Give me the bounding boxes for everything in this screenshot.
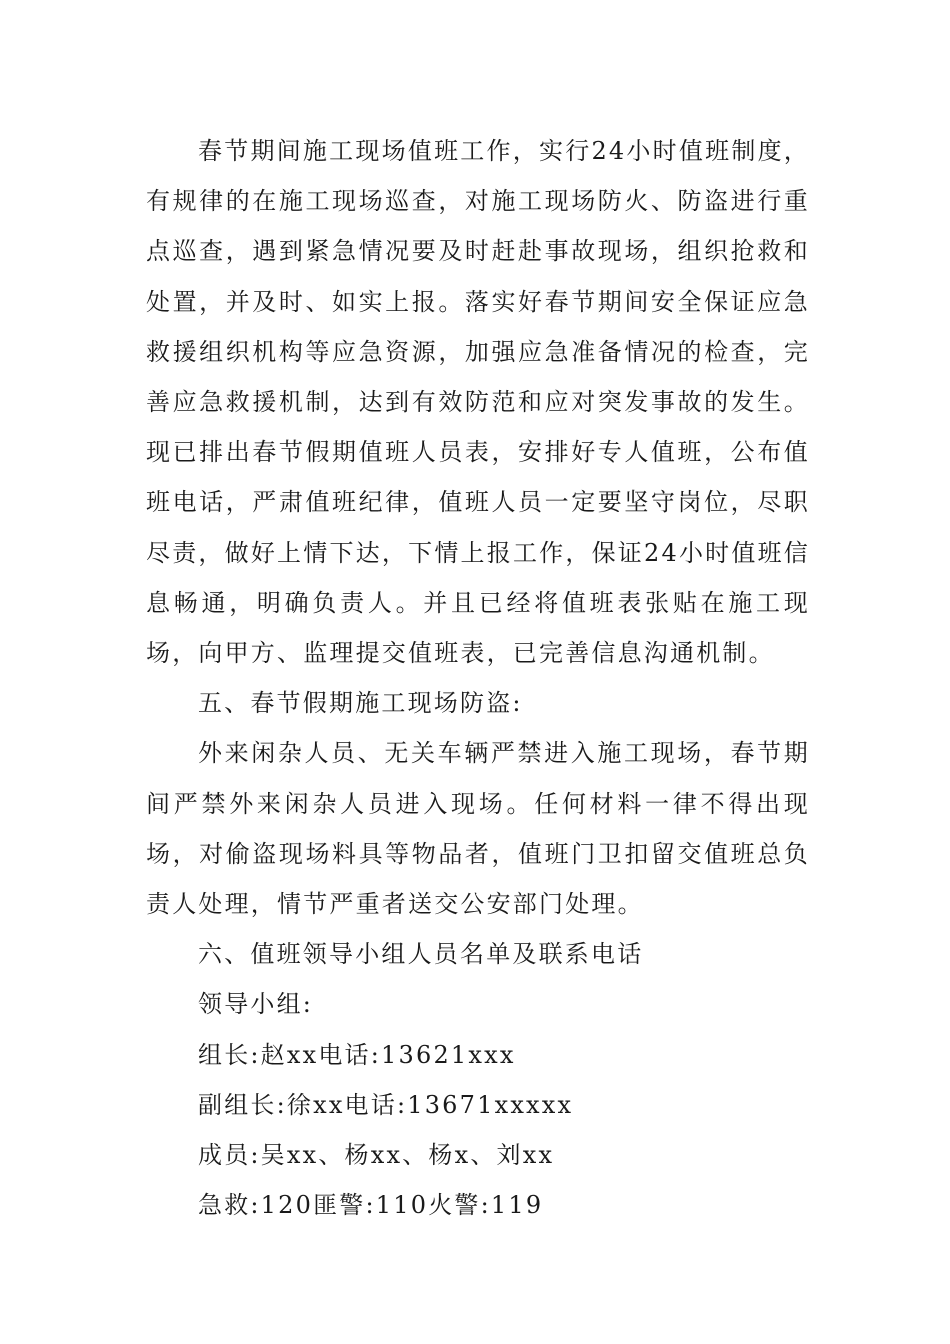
- section-heading-leadership-group: 六、值班领导小组人员名单及联系电话: [198, 940, 644, 969]
- leadership-group-label: 领导小组:: [198, 990, 314, 1019]
- group-leader-contact: 组长:赵xx电话:13621xxx: [198, 1040, 516, 1069]
- section-heading-anti-theft: 五、春节假期施工现场防盗:: [198, 689, 523, 718]
- paragraph-anti-theft: 外来闲杂人员、无关车辆严禁进入施工现场，春节期间严禁外来闲杂人员进入现场。任何材料一律不得出现场，对偷盗现场料具等物品者，值班门卫扣留交值班总负责人处理，情节严重者送交公安部门处理。: [146, 739, 810, 919]
- deputy-leader-contact: 副组长:徐xx电话:13671xxxxx: [198, 1090, 574, 1119]
- group-members: 成员:吴xx、杨xx、杨x、刘xx: [198, 1141, 555, 1170]
- emergency-numbers: 急救:120匪警:110火警:119: [198, 1191, 544, 1220]
- document-body: [146, 126, 810, 1230]
- paragraph-duty-system: 春节期间施工现场值班工作，实行24小时值班制度，有规律的在施工现场巡查，对施工现场防火、防盗进行重点巡查，遇到紧急情况要及时赶赴事故现场，组织抢救和处置，并及时、如实上报。落实好春节期间安全保证应急救援组织机构等应急资源，加强应急准备情况的检查，完善应急救援机制，达到有效防范和应对突发事故的发生。现已排出春节假期值班人员表，安排好专人值班，公布值班电话，严肃值班纪律，值班人员一定要坚守岗位，尽职尽责，做好上情下达，下情上报工作，保证24小时值班信息畅通，明确负责人。并且已经将值班表张贴在施工现场，向甲方、监理提交值班表，已完善信息沟通机制。: [146, 137, 810, 668]
